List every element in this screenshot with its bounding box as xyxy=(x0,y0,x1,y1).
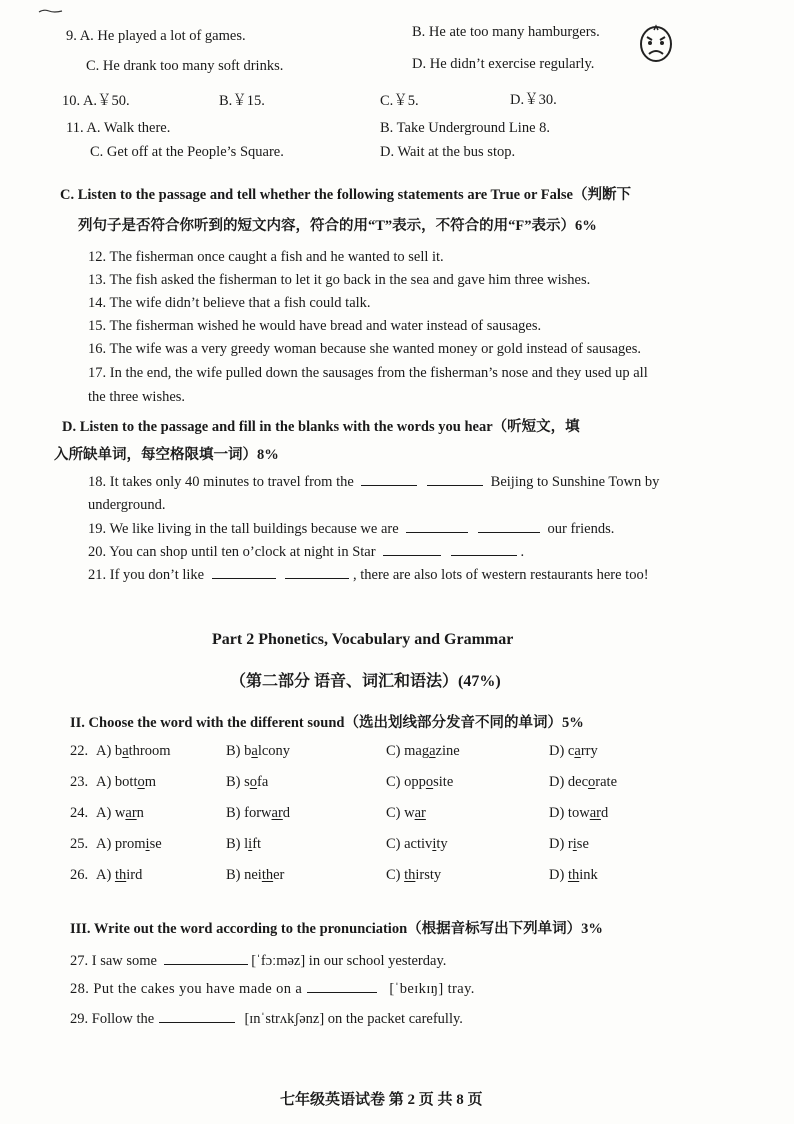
sound-option-mark: a xyxy=(429,743,436,759)
q28-phonetic: [ˈbeɪkɪŋ] tray. xyxy=(389,981,475,997)
q18-blank-1[interactable] xyxy=(361,473,417,486)
section-iii-heading: III. Write out the word according to the pronunciation（根据音标写出下列单词）3% xyxy=(70,921,603,937)
scan-mark-icon xyxy=(38,8,64,14)
q20-text-before: 20. You can shop until ten o’clock at night in Star xyxy=(88,544,376,560)
sound-q22-option-a[interactable] xyxy=(96,743,171,760)
pron-q27 xyxy=(70,952,446,970)
sound-option-mark: th xyxy=(261,867,274,883)
sound-q25-option-d[interactable] xyxy=(549,836,589,853)
sound-option-mark: o xyxy=(249,774,258,790)
sound-option-pre: D) tow xyxy=(549,805,590,821)
sound-option-post: zine xyxy=(435,743,460,759)
sound-q22-option-b[interactable] xyxy=(226,743,290,760)
q10-option-c: C.￥5. xyxy=(380,93,419,109)
sound-q25-option-a[interactable] xyxy=(96,836,162,853)
fill-q19 xyxy=(88,520,614,538)
statement-12: 12. The fisherman once caught a fish and he wanted to sell it. xyxy=(88,249,444,265)
sound-q26-option-d[interactable] xyxy=(549,867,598,884)
pron-q29 xyxy=(70,1010,463,1028)
sound-option-post: se xyxy=(149,836,162,852)
sound-option-pre: C) mag xyxy=(386,743,430,759)
sound-q23-option-b[interactable] xyxy=(226,774,268,791)
sound-q24-option-d[interactable] xyxy=(549,805,608,822)
sound-q23-option-a[interactable] xyxy=(96,774,156,791)
q10-option-d: D.￥30. xyxy=(510,92,557,108)
sound-option-pre: A) w xyxy=(96,805,126,821)
fill-q20 xyxy=(88,543,524,561)
q10-option-a: 10. A.￥50. xyxy=(62,93,130,109)
sound-option-pre: C) xyxy=(386,867,405,883)
sound-q24-number: 24. xyxy=(70,805,89,821)
sound-option-mark: ar xyxy=(271,805,283,821)
sound-option-mark: a xyxy=(251,743,258,759)
sound-option-post: m xyxy=(144,774,157,790)
q10-option-b: B.￥15. xyxy=(219,93,265,109)
q27-blank[interactable] xyxy=(164,952,248,965)
sound-q25-number: 25. xyxy=(70,836,89,852)
sound-q26-option-c[interactable] xyxy=(386,867,441,884)
sound-q24-option-a[interactable] xyxy=(96,805,144,822)
q18-text-before: 18. It takes only 40 minutes to travel from the xyxy=(88,474,354,490)
sound-option-pre: B) nei xyxy=(226,867,262,883)
q11-option-a: 11. A. Walk there. xyxy=(66,120,171,136)
q28-blank[interactable] xyxy=(307,980,377,993)
sound-option-pre: D) xyxy=(549,867,568,883)
sound-q26-number: 26. xyxy=(70,867,89,883)
sound-option-pre: C) activ xyxy=(386,836,433,852)
q9-option-b: B. He ate too many hamburgers. xyxy=(412,24,600,40)
sound-option-mark: ar xyxy=(414,805,426,821)
sound-option-post: ty xyxy=(436,836,448,852)
q27-phonetic: [ˈfɔːməz] in our school yesterday. xyxy=(251,953,447,969)
sound-option-mark: i xyxy=(432,836,437,852)
sound-option-post: irsty xyxy=(415,867,442,883)
sound-option-post: d xyxy=(600,805,609,821)
sound-option-post: site xyxy=(433,774,454,790)
q19-blank-1[interactable] xyxy=(406,520,468,533)
sound-option-pre: A) xyxy=(96,867,115,883)
q9-option-a: 9. A. He played a lot of games. xyxy=(66,28,246,44)
sound-option-pre: D) dec xyxy=(549,774,589,790)
sound-q25-option-b[interactable] xyxy=(226,836,261,853)
q18-text-line2: underground. xyxy=(88,497,166,513)
q19-text-after: our friends. xyxy=(547,521,615,537)
sound-option-mark: o xyxy=(425,774,434,790)
sound-option-post: er xyxy=(273,867,285,883)
sound-option-mark: i xyxy=(248,836,253,852)
sound-option-post: ft xyxy=(252,836,262,852)
q9-option-c: C. He drank too many soft drinks. xyxy=(86,58,284,74)
sound-q26-option-a[interactable] xyxy=(96,867,142,884)
q27-text-before: 27. I saw some xyxy=(70,953,157,969)
q21-blank-1[interactable] xyxy=(212,566,276,579)
sound-q22-number: 22. xyxy=(70,743,89,759)
section-d-heading-cont: 入所缺单词，每空格限填一词）8% xyxy=(54,447,279,463)
q18-blank-2[interactable] xyxy=(427,473,483,486)
fill-q18 xyxy=(88,473,659,491)
pron-q28 xyxy=(70,980,475,998)
statement-16: 16. The wife was a very greedy woman because she wanted money or gold instead of sausages. xyxy=(88,341,641,357)
sound-q25-option-c[interactable] xyxy=(386,836,448,853)
sound-option-mark: th xyxy=(567,867,580,883)
sound-option-post: fa xyxy=(257,774,269,790)
q20-blank-2[interactable] xyxy=(451,543,517,556)
sound-option-pre: A) prom xyxy=(96,836,146,852)
sound-q23-option-c[interactable] xyxy=(386,774,453,791)
sound-option-pre: A) bott xyxy=(96,774,138,790)
sound-q22-option-d[interactable] xyxy=(549,743,598,760)
q20-blank-1[interactable] xyxy=(383,543,441,556)
sound-option-mark: th xyxy=(404,867,416,883)
statement-13: 13. The fish asked the fisherman to let it go back in the sea and gave him three wishes. xyxy=(88,272,591,288)
sound-option-post: ird xyxy=(126,867,143,883)
section-c-heading-cont: 列句子是否符合你听到的短文内容，符合的用“T”表示，不符合的用“F”表示）6% xyxy=(78,218,597,234)
q9-option-d: D. He didn’t exercise regularly. xyxy=(412,56,595,72)
sound-option-pre: B) forw xyxy=(226,805,272,821)
sound-q24-option-c[interactable] xyxy=(386,805,426,822)
statement-15: 15. The fisherman wished he would have bread and water instead of sausages. xyxy=(88,318,542,334)
sound-option-mark: i xyxy=(145,836,150,852)
sound-q23-number: 23. xyxy=(70,774,89,790)
q29-phonetic: [ɪnˈstrʌkʃənz] on the packet carefully. xyxy=(244,1011,463,1027)
statement-14: 14. The wife didn’t believe that a fish could talk. xyxy=(88,295,371,311)
sound-option-pre: B) l xyxy=(226,836,249,852)
sound-option-pre: A) b xyxy=(96,743,123,759)
sound-option-pre: B) s xyxy=(226,774,250,790)
sound-option-post: throom xyxy=(128,743,171,759)
sound-q23-option-d[interactable] xyxy=(549,774,617,791)
q28-text-before: 28. Put the cakes you have made on a xyxy=(70,981,303,997)
sound-option-pre: D) c xyxy=(549,743,575,759)
sound-option-pre: C) w xyxy=(386,805,415,821)
sound-option-post: ink xyxy=(579,867,598,883)
q11-option-c: C. Get off at the People’s Square. xyxy=(90,144,284,160)
sound-option-pre: D) r xyxy=(549,836,573,852)
sound-option-mark: ar xyxy=(589,805,601,821)
part2-subtitle: （第二部分 语音、词汇和语法）(47%) xyxy=(230,673,501,690)
q21-text-before: 21. If you don’t like xyxy=(88,567,205,583)
statement-17: 17. In the end, the wife pulled down the sausages from the fisherman’s nose and they used up all xyxy=(88,365,648,381)
fill-q21 xyxy=(88,566,649,584)
sound-q24-option-b[interactable] xyxy=(226,805,290,822)
statement-17-cont: the three wishes. xyxy=(88,389,186,405)
q20-text-after: . xyxy=(520,544,525,560)
q29-blank[interactable] xyxy=(159,1010,235,1023)
sad-face-doodle-icon xyxy=(636,22,676,66)
q11-option-d: D. Wait at the bus stop. xyxy=(380,144,516,160)
sound-option-post: se xyxy=(576,836,589,852)
sound-option-pre: C) opp xyxy=(386,774,426,790)
q19-blank-2[interactable] xyxy=(478,520,540,533)
q29-text-before: 29. Follow the xyxy=(70,1011,155,1027)
sound-option-mark: ar xyxy=(125,805,137,821)
q19-text-before: 19. We like living in the tall buildings because we are xyxy=(88,521,399,537)
sound-option-post: n xyxy=(136,805,144,821)
sound-option-mark: th xyxy=(114,867,127,883)
page-footer: 七年级英语试卷 第 2 页 共 8 页 xyxy=(280,1092,483,1108)
q11-option-b: B. Take Underground Line 8. xyxy=(380,120,550,136)
q21-text-after: , there are also lots of western restaurants here too! xyxy=(353,567,649,583)
sound-q22-option-c[interactable] xyxy=(386,743,460,760)
sound-option-pre: B) b xyxy=(226,743,252,759)
sound-option-mark: i xyxy=(572,836,577,852)
section-c-heading: C. Listen to the passage and tell whether the following statements are True or False（判断下 xyxy=(60,187,631,203)
part2-title: Part 2 Phonetics, Vocabulary and Grammar xyxy=(212,631,514,648)
q18-text-after: Beijing to Sunshine Town by xyxy=(490,474,660,490)
sound-q26-option-b[interactable] xyxy=(226,867,284,884)
q21-blank-2[interactable] xyxy=(285,566,349,579)
section-ii-heading: II. Choose the word with the different sound（选出划线部分发音不同的单词）5% xyxy=(70,715,584,731)
sound-option-post: d xyxy=(282,805,291,821)
sound-option-mark: o xyxy=(137,774,145,790)
sound-option-post: lcony xyxy=(257,743,291,759)
sound-option-mark: o xyxy=(588,774,596,790)
sound-option-post: rate xyxy=(595,774,618,790)
sound-option-mark: a xyxy=(122,743,129,759)
sound-option-post: rry xyxy=(580,743,598,759)
sound-option-mark: a xyxy=(574,743,581,759)
section-d-heading: D. Listen to the passage and fill in the blanks with the words you hear（听短文，填 xyxy=(62,419,580,435)
